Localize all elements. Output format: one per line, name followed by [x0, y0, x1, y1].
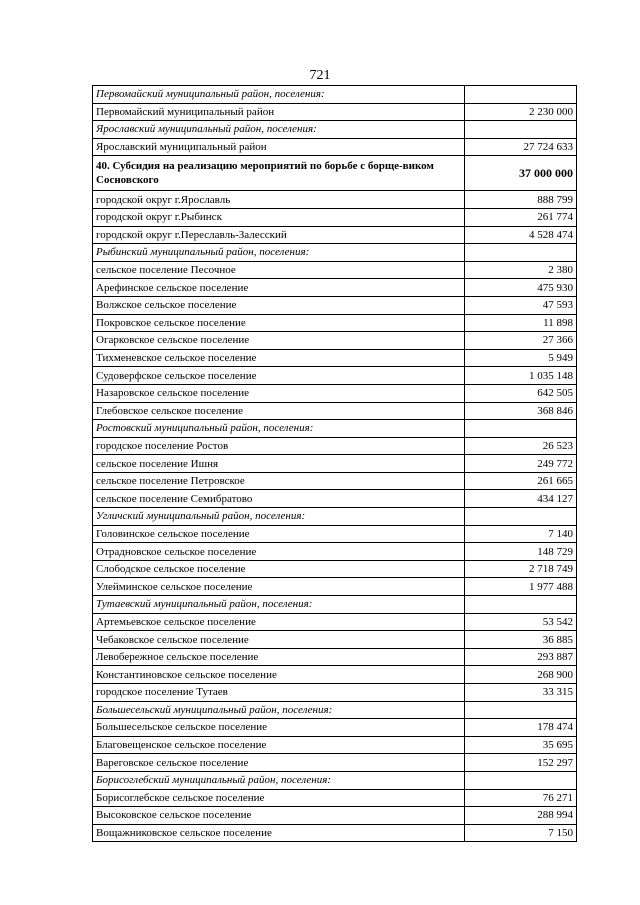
recipient-name: Благовещенское сельское поселение — [93, 736, 465, 754]
subsidy-amount: 1 977 488 — [465, 578, 577, 596]
table-row — [93, 472, 577, 490]
subsidy-amount: 249 772 — [465, 455, 577, 473]
page-number: 721 — [309, 68, 331, 83]
subsidy-table — [92, 85, 577, 842]
subsidy-amount: 37 000 000 — [465, 156, 577, 191]
recipient-name: Судоверфское сельское поселение — [93, 367, 465, 385]
recipient-name: Вощажниковское сельское поселение — [93, 824, 465, 842]
table-row — [93, 314, 577, 332]
subsidy-amount: 261 774 — [465, 208, 577, 226]
table-row — [93, 138, 577, 156]
table-row — [93, 754, 577, 772]
table-row — [93, 736, 577, 754]
recipient-name: Тихменевское сельское поселение — [93, 349, 465, 367]
subsidy-amount — [465, 420, 577, 438]
district-header-row — [93, 121, 577, 139]
table-row — [93, 402, 577, 420]
recipient-name: Рыбинский муниципальный район, поселения: — [93, 244, 465, 262]
district-header-row — [93, 86, 577, 104]
recipient-name: Артемьевское сельское поселение — [93, 613, 465, 631]
table-row — [93, 455, 577, 473]
subsidy-amount: 7 150 — [465, 824, 577, 842]
subsidy-amount: 178 474 — [465, 719, 577, 737]
subsidy-amount: 2 380 — [465, 261, 577, 279]
recipient-name: Первомайский муниципальный район, поселения: — [93, 86, 465, 104]
table-row — [93, 261, 577, 279]
subsidy-amount: 27 724 633 — [465, 138, 577, 156]
recipient-name: Большесельский муниципальный район, поселения: — [93, 701, 465, 719]
recipient-name: Улейминское сельское поселение — [93, 578, 465, 596]
subsidy-amount: 27 366 — [465, 332, 577, 350]
recipient-name: Угличский муниципальный район, поселения: — [93, 508, 465, 526]
recipient-name: Левобережное сельское поселение — [93, 648, 465, 666]
table-row — [93, 613, 577, 631]
subsidy-amount: 888 799 — [465, 191, 577, 209]
subsidy-amount: 2 230 000 — [465, 103, 577, 121]
table-row — [93, 560, 577, 578]
subsidy-amount: 475 930 — [465, 279, 577, 297]
recipient-name: Назаровское сельское поселение — [93, 384, 465, 402]
subsidy-amount: 47 593 — [465, 296, 577, 314]
recipient-name: городское поселение Ростов — [93, 437, 465, 455]
recipient-name: сельское поселение Ишня — [93, 455, 465, 473]
recipient-name: городское поселение Тутаев — [93, 684, 465, 702]
subsidy-amount: 11 898 — [465, 314, 577, 332]
table-row — [93, 103, 577, 121]
recipient-name: сельское поселение Семибратово — [93, 490, 465, 508]
district-header-row — [93, 596, 577, 614]
subsidy-amount — [465, 508, 577, 526]
recipient-name: Ярославский муниципальный район — [93, 138, 465, 156]
table-row — [93, 349, 577, 367]
recipient-name: Волжское сельское поселение — [93, 296, 465, 314]
recipient-name: Борисоглебское сельское поселение — [93, 789, 465, 807]
table-row — [93, 384, 577, 402]
subsidy-amount: 642 505 — [465, 384, 577, 402]
table-row — [93, 543, 577, 561]
subsidy-amount: 261 665 — [465, 472, 577, 490]
recipient-name: Глебовское сельское поселение — [93, 402, 465, 420]
table-row — [93, 208, 577, 226]
subsidy-amount: 36 885 — [465, 631, 577, 649]
recipient-name: сельское поселение Петровское — [93, 472, 465, 490]
recipient-name: 40. Субсидия на реализацию мероприятий по борьбе с борще-виком Сосновского — [93, 156, 465, 191]
table-row — [93, 824, 577, 842]
subsidy-amount: 35 695 — [465, 736, 577, 754]
recipient-name: Головинское сельское поселение — [93, 525, 465, 543]
subsidy-amount: 26 523 — [465, 437, 577, 455]
recipient-name: Слободское сельское поселение — [93, 560, 465, 578]
recipient-name: городской округ г.Рыбинск — [93, 208, 465, 226]
table-row — [93, 789, 577, 807]
subsidy-amount: 7 140 — [465, 525, 577, 543]
district-header-row — [93, 701, 577, 719]
table-row — [93, 719, 577, 737]
subsidy-amount: 288 994 — [465, 807, 577, 825]
subsidy-amount: 2 718 749 — [465, 560, 577, 578]
table-row — [93, 525, 577, 543]
table-row — [93, 332, 577, 350]
table-row — [93, 666, 577, 684]
recipient-name: Большесельское сельское поселение — [93, 719, 465, 737]
subsidy-amount: 368 846 — [465, 402, 577, 420]
recipient-name: Огарковское сельское поселение — [93, 332, 465, 350]
subsidy-amount — [465, 86, 577, 104]
subsidy-amount: 1 035 148 — [465, 367, 577, 385]
table-row — [93, 226, 577, 244]
subsidy-table-body — [93, 86, 577, 842]
subsidy-amount: 5 949 — [465, 349, 577, 367]
district-header-row — [93, 244, 577, 262]
table-row — [93, 578, 577, 596]
recipient-name: Ярославский муниципальный район, поселения: — [93, 121, 465, 139]
recipient-name: городской округ г.Переславль-Залесский — [93, 226, 465, 244]
recipient-name: сельское поселение Песочное — [93, 261, 465, 279]
subsidy-amount — [465, 771, 577, 789]
subsidy-amount — [465, 244, 577, 262]
table-row — [93, 296, 577, 314]
table-row — [93, 490, 577, 508]
subsidy-amount: 268 900 — [465, 666, 577, 684]
table-row — [93, 684, 577, 702]
subsidy-amount: 434 127 — [465, 490, 577, 508]
recipient-name: Арефинское сельское поселение — [93, 279, 465, 297]
table-row — [93, 437, 577, 455]
subsidy-amount: 53 542 — [465, 613, 577, 631]
recipient-name: Тутаевский муниципальный район, поселения: — [93, 596, 465, 614]
district-header-row — [93, 771, 577, 789]
table-row — [93, 367, 577, 385]
subsidy-amount — [465, 121, 577, 139]
subsidy-amount — [465, 596, 577, 614]
subsidy-amount: 152 297 — [465, 754, 577, 772]
subsidy-amount — [465, 701, 577, 719]
section-title-row — [93, 156, 577, 191]
subsidy-amount: 76 271 — [465, 789, 577, 807]
subsidy-amount: 4 528 474 — [465, 226, 577, 244]
recipient-name: Первомайский муниципальный район — [93, 103, 465, 121]
table-row — [93, 648, 577, 666]
recipient-name: Покровское сельское поселение — [93, 314, 465, 332]
table-row — [93, 279, 577, 297]
recipient-name: Борисоглебский муниципальный район, поселения: — [93, 771, 465, 789]
recipient-name: Ростовский муниципальный район, поселения: — [93, 420, 465, 438]
table-row — [93, 191, 577, 209]
recipient-name: городской округ г.Ярославль — [93, 191, 465, 209]
recipient-name: Отрадновское сельское поселение — [93, 543, 465, 561]
subsidy-amount: 293 887 — [465, 648, 577, 666]
table-row — [93, 807, 577, 825]
recipient-name: Вареговское сельское поселение — [93, 754, 465, 772]
district-header-row — [93, 508, 577, 526]
recipient-name: Чебаковское сельское поселение — [93, 631, 465, 649]
recipient-name: Константиновское сельское поселение — [93, 666, 465, 684]
recipient-name: Высоковское сельское поселение — [93, 807, 465, 825]
subsidy-amount: 148 729 — [465, 543, 577, 561]
subsidy-amount: 33 315 — [465, 684, 577, 702]
district-header-row — [93, 420, 577, 438]
table-row — [93, 631, 577, 649]
